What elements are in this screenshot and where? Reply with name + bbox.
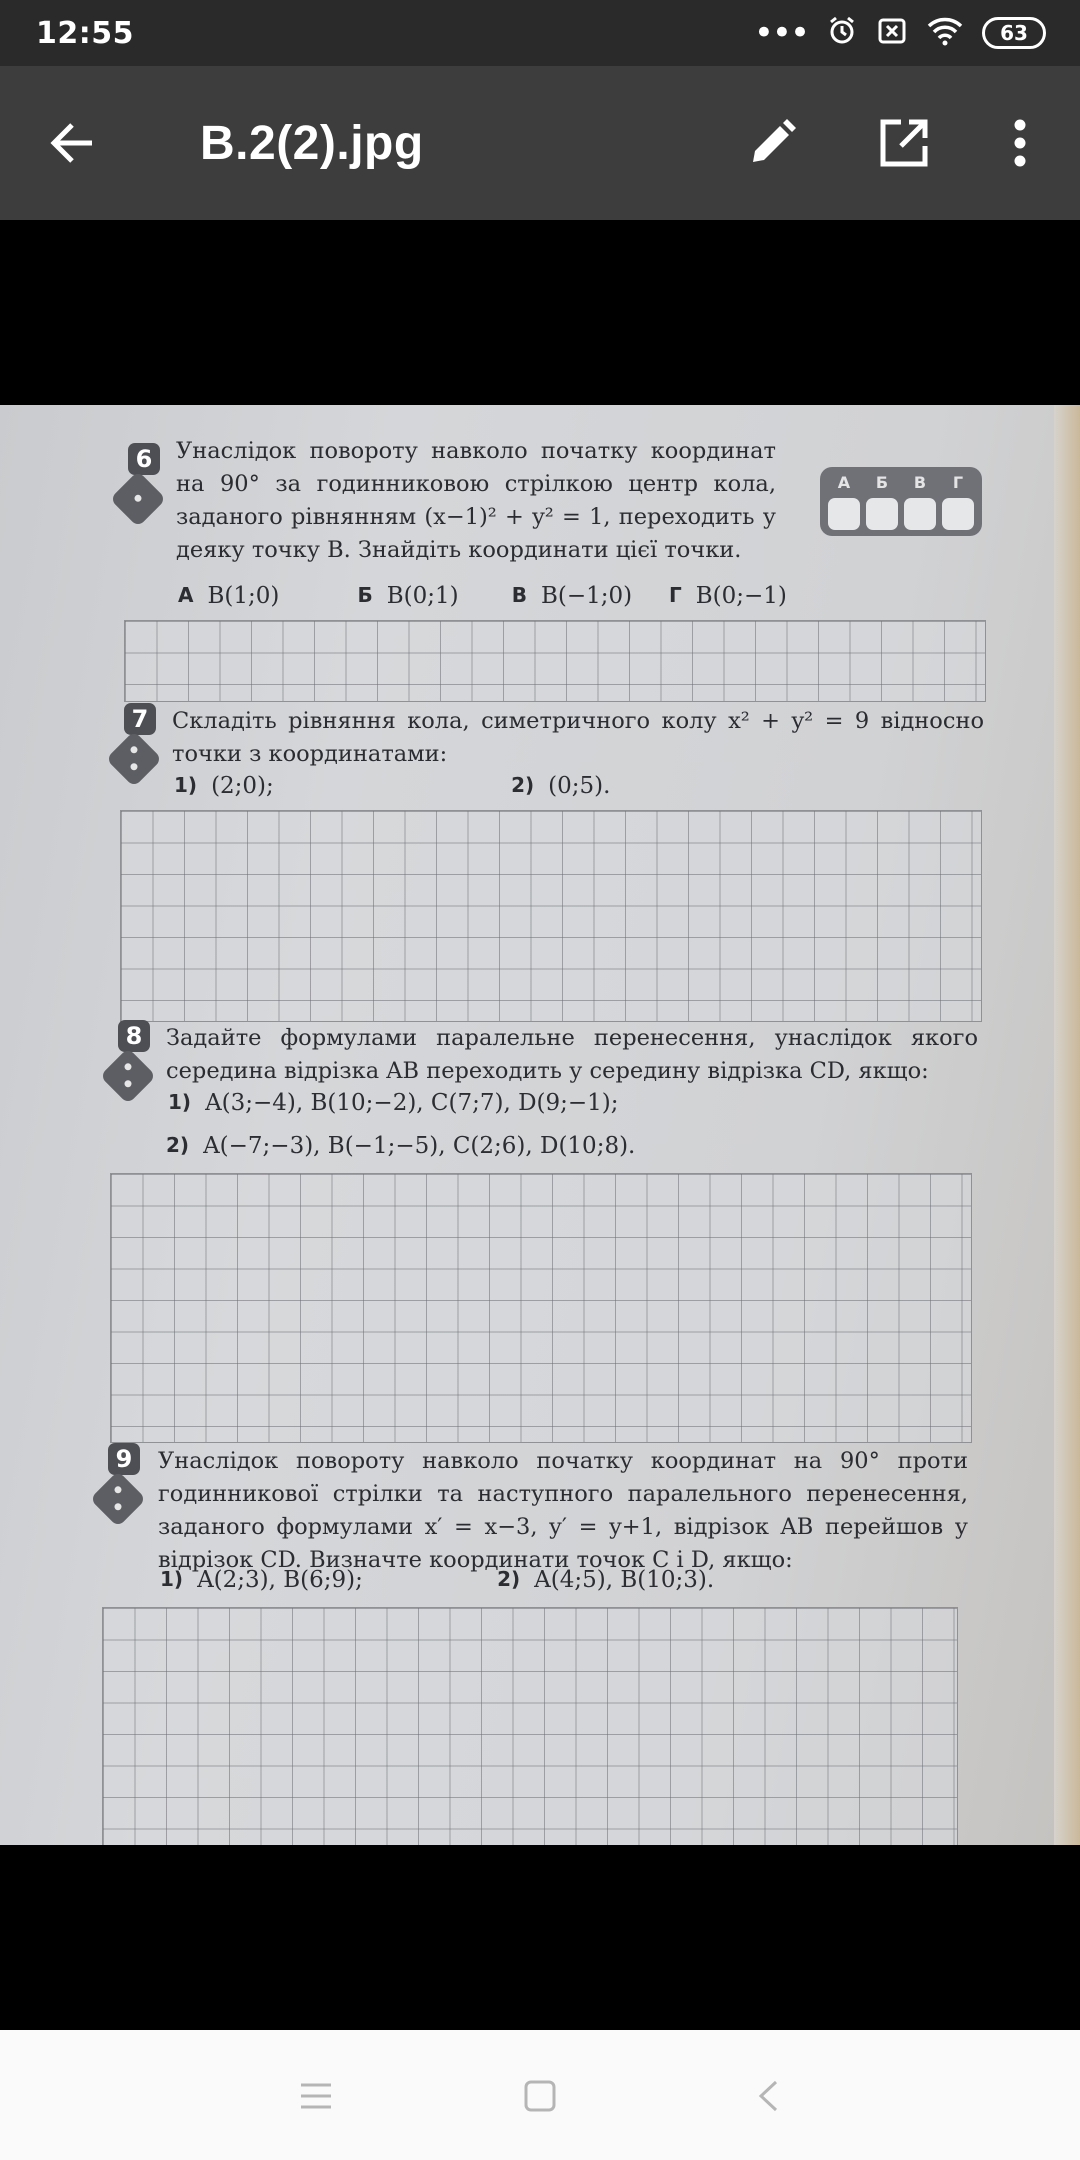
answer-cell[interactable]: [866, 498, 898, 530]
sim-off-icon: [876, 15, 908, 51]
item-value: A(3;−4), B(10;−2), C(7;7), D(9;−1);: [205, 1090, 619, 1116]
app-bar: [0, 66, 1080, 220]
edit-button[interactable]: [740, 111, 804, 175]
task-text: Унаслідок повороту навколо початку координат на 90° проти годинникової стрілки та наступного паралельного перенесення, заданого формулами x′ = x−3, y′ = y+1, відрізок AB перейшов у відрізок CD. Визначте координати точок C і D, якщо:: [158, 1448, 968, 1573]
status-time: 12:55: [36, 15, 134, 51]
menu-lines-icon: [299, 2082, 333, 2110]
option-letter: Б: [357, 583, 373, 607]
navigation-bar: [0, 2030, 1080, 2160]
options-row: [178, 583, 787, 609]
item-label: 1): [168, 1090, 192, 1114]
open-external-icon: [877, 116, 931, 170]
items-row: [160, 1567, 714, 1593]
back-nav-button[interactable]: [738, 2066, 798, 2126]
battery-icon: 63: [982, 17, 1046, 49]
item-label: 1): [174, 773, 198, 797]
answer-grid[interactable]: [110, 1173, 972, 1443]
answer-cell[interactable]: [904, 498, 936, 530]
photo-edge: [1054, 405, 1080, 1845]
item-value: A(−7;−3), B(−1;−5), C(2;6), D(10;8).: [203, 1133, 636, 1159]
item-value: (2;0);: [211, 773, 274, 799]
back-arrow-icon: [46, 117, 98, 169]
back-button[interactable]: [40, 111, 104, 175]
task-number: 9: [108, 1443, 140, 1475]
item-label: 1): [160, 1567, 184, 1591]
item-value: A(4;5), B(10;3).: [534, 1567, 715, 1593]
difficulty-icon: [100, 1048, 157, 1105]
items-row: [174, 773, 610, 799]
recents-button[interactable]: [286, 2066, 346, 2126]
back-chevron-icon: [756, 2079, 780, 2113]
option-letter: А: [178, 583, 194, 607]
wifi-icon: [926, 15, 964, 51]
item-label: 2): [166, 1133, 190, 1157]
item-value: (0;5).: [548, 773, 611, 799]
answer-grid[interactable]: [102, 1607, 958, 1845]
more-vert-icon: [1012, 117, 1028, 169]
answer-cell[interactable]: [828, 498, 860, 530]
status-icons: [754, 15, 1046, 51]
file-title: В.2(2).jpg: [200, 117, 424, 170]
difficulty-icon: [110, 471, 167, 528]
task-text: Задайте формулами паралельне перенесення, унаслідок якого середина відрізка AB переходить у середину відрізка CD, якщо:: [166, 1025, 978, 1084]
task-number: 6: [128, 443, 160, 475]
item-value: A(2;3), B(6;9);: [197, 1567, 363, 1593]
home-square-icon: [523, 2079, 557, 2113]
option-value: B(0;1): [386, 583, 459, 609]
answer-label: Б: [875, 473, 889, 492]
difficulty-icon: [106, 731, 163, 788]
item-row: [166, 1133, 635, 1159]
item-label: 2): [511, 773, 535, 797]
photo[interactable]: [0, 405, 1080, 1845]
option-value: B(1;0): [207, 583, 280, 609]
edit-pencil-icon: [745, 116, 799, 170]
option-letter: Г: [668, 583, 682, 607]
difficulty-icon: [90, 1471, 147, 1528]
open-external-button[interactable]: [872, 111, 936, 175]
status-bar: [0, 0, 1080, 66]
option-letter: В: [511, 583, 527, 607]
task-text: Складіть рівняння кола, симетричного колу x² + y² = 9 відносно точки з координатами:: [172, 708, 984, 767]
option-value: B(0;−1): [695, 583, 787, 609]
answer-cell[interactable]: [942, 498, 974, 530]
more-dots-icon: •••: [753, 13, 808, 53]
option-value: B(−1;0): [540, 583, 633, 609]
answer-box[interactable]: [820, 467, 982, 536]
answer-label: Г: [952, 473, 964, 492]
item-row: [168, 1090, 619, 1116]
home-button[interactable]: [510, 2066, 570, 2126]
task-text: Унаслідок повороту навколо початку координат на 90° за годинниковою стрілкою центр кола, заданого рівнянням (x−1)² + y² = 1, переходить у деяку точку B. Знайдіть координати цієї точки.: [176, 438, 776, 563]
answer-label: В: [913, 473, 927, 492]
answer-grid[interactable]: [124, 620, 986, 702]
task-number: 7: [124, 703, 156, 735]
task-number: 8: [118, 1020, 150, 1052]
item-label: 2): [497, 1567, 521, 1591]
more-options-button[interactable]: [988, 111, 1052, 175]
answer-label: А: [837, 473, 851, 492]
answer-grid[interactable]: [120, 810, 982, 1022]
alarm-icon: [826, 15, 858, 51]
